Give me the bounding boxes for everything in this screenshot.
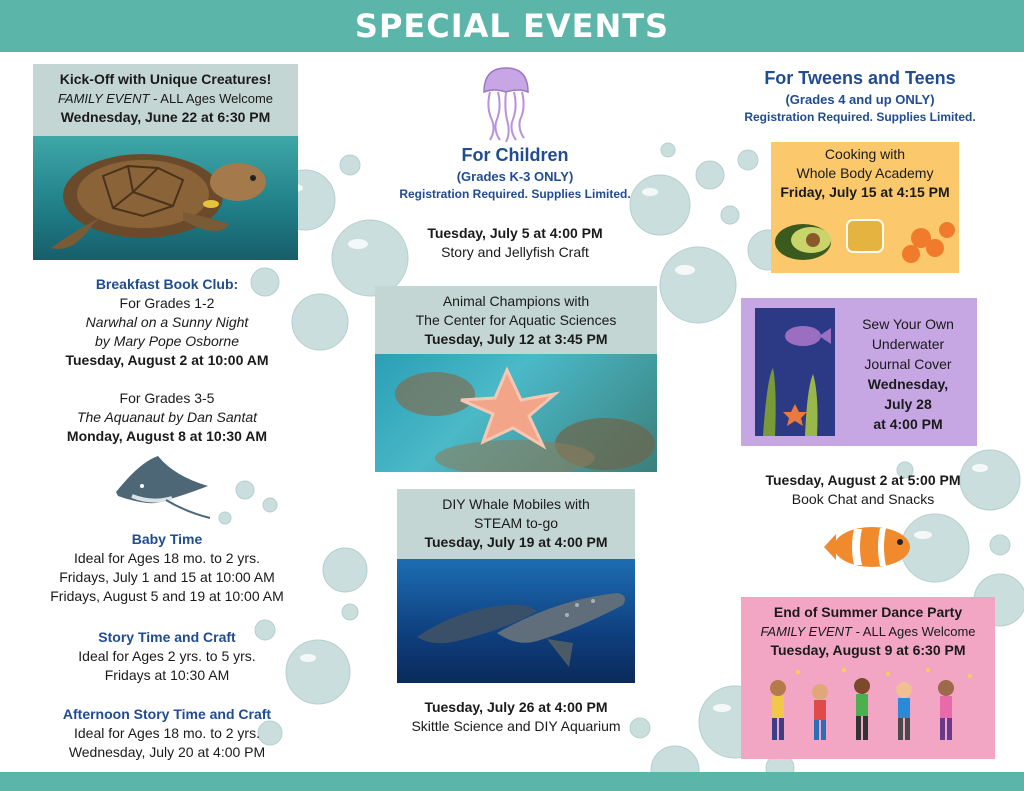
cooking-card bbox=[771, 142, 959, 273]
tweens-heading: For Tweens and Teens bbox=[764, 68, 956, 88]
for-children-note: Registration Required. Supplies Limited. bbox=[399, 187, 631, 201]
animal-line-2: The Center for Aquatic Sciences bbox=[415, 312, 617, 328]
dancing-kids-image bbox=[748, 662, 988, 750]
breakfast-book-club bbox=[33, 275, 301, 446]
stingray-icon bbox=[112, 452, 212, 524]
jellyfish-event bbox=[375, 224, 655, 262]
journal-cover-image bbox=[755, 308, 835, 436]
sew-date-3: at 4:00 PM bbox=[873, 416, 943, 432]
breakfast-author-1: by Mary Pope Osborne bbox=[95, 333, 239, 349]
dance-date: Tuesday, August 9 at 6:30 PM bbox=[770, 642, 966, 658]
afternoon-story-time bbox=[33, 705, 301, 762]
cooking-date: Friday, July 15 at 4:15 PM bbox=[780, 184, 950, 200]
baby-time-line-1: Fridays, July 1 and 15 at 10:00 AM bbox=[59, 569, 275, 585]
starfish-image bbox=[375, 354, 657, 472]
for-children-grades: (Grades K-3 ONLY) bbox=[456, 169, 574, 184]
jellyfish-icon bbox=[478, 64, 534, 142]
skittle-date: Tuesday, July 26 at 4:00 PM bbox=[424, 699, 608, 715]
story-time bbox=[33, 628, 301, 685]
baby-time-title: Baby Time bbox=[131, 531, 203, 547]
jellyfish-desc: Story and Jellyfish Craft bbox=[441, 244, 589, 260]
tweens-note: Registration Required. Supplies Limited. bbox=[744, 110, 976, 124]
animal-date: Tuesday, July 12 at 3:45 PM bbox=[424, 331, 608, 347]
whale-mobiles-card bbox=[397, 489, 635, 559]
for-children-heading: For Children bbox=[461, 145, 569, 165]
breakfast-date-2: Monday, August 8 at 10:30 AM bbox=[66, 428, 268, 444]
kickoff-card bbox=[33, 64, 298, 136]
story-time-title: Story Time and Craft bbox=[98, 629, 236, 645]
book-chat-desc: Book Chat and Snacks bbox=[791, 491, 935, 507]
breakfast-book-1: Narwhal on a Sunny Night bbox=[85, 314, 249, 330]
kickoff-title: Kick-Off with Unique Creatures! bbox=[59, 71, 272, 87]
sea-turtle-image bbox=[33, 136, 298, 260]
afternoon-ages: Ideal for Ages 18 mo. to 2 yrs. bbox=[74, 725, 260, 741]
animal-line-1: Animal Champions with bbox=[442, 293, 590, 309]
sew-line-2: Underwater bbox=[871, 336, 945, 352]
sew-line-1: Sew Your Own bbox=[862, 316, 954, 332]
page-header bbox=[0, 0, 1024, 52]
page-footer bbox=[0, 772, 1024, 791]
cooking-line-2: Whole Body Academy bbox=[796, 165, 934, 181]
tweens-header bbox=[722, 66, 998, 125]
baby-time-ages: Ideal for Ages 18 mo. to 2 yrs. bbox=[74, 550, 260, 566]
cooking-line-1: Cooking with bbox=[824, 146, 906, 162]
kickoff-date: Wednesday, June 22 at 6:30 PM bbox=[60, 109, 271, 125]
jellyfish-date: Tuesday, July 5 at 4:00 PM bbox=[427, 225, 603, 241]
all-ages-label: - ALL Ages Welcome bbox=[851, 624, 976, 639]
skittle-event bbox=[375, 698, 657, 736]
story-time-when: Fridays at 10:30 AM bbox=[104, 667, 230, 683]
whale-date: Tuesday, July 19 at 4:00 PM bbox=[424, 534, 608, 550]
breakfast-book-2: The Aquanaut by Dan Santat bbox=[76, 409, 258, 425]
dance-title: End of Summer Dance Party bbox=[773, 604, 963, 620]
kickoff-family-line bbox=[37, 89, 294, 108]
dance-family-line bbox=[745, 622, 991, 641]
afternoon-when: Wednesday, July 20 at 4:00 PM bbox=[68, 744, 266, 760]
breakfast-title: Breakfast Book Club: bbox=[95, 276, 239, 292]
skittle-desc: Skittle Science and DIY Aquarium bbox=[411, 718, 621, 734]
cooking-food-image bbox=[771, 202, 959, 272]
whale-line-2: STEAM to-go bbox=[473, 515, 559, 531]
sew-text bbox=[847, 314, 969, 434]
breakfast-grades-1-2: For Grades 1-2 bbox=[119, 295, 215, 311]
page-title: SPECIAL EVENTS bbox=[354, 7, 670, 45]
all-ages-label: - ALL Ages Welcome bbox=[149, 91, 274, 106]
breakfast-grades-3-5: For Grades 3-5 bbox=[119, 390, 215, 406]
for-children-header bbox=[375, 143, 655, 202]
sew-date-1: Wednesday, bbox=[867, 376, 949, 392]
book-chat-date: Tuesday, August 2 at 5:00 PM bbox=[765, 472, 961, 488]
sew-line-3: Journal Cover bbox=[864, 356, 952, 372]
story-time-ages: Ideal for Ages 2 yrs. to 5 yrs. bbox=[78, 648, 256, 664]
clownfish-icon bbox=[822, 522, 914, 572]
family-event-label: FAMILY EVENT bbox=[760, 624, 852, 639]
animal-champions-card bbox=[375, 286, 657, 354]
family-event-label: FAMILY EVENT bbox=[57, 91, 150, 106]
book-chat-event bbox=[722, 471, 1004, 509]
tweens-grades: (Grades 4 and up ONLY) bbox=[785, 92, 935, 107]
breakfast-date-1: Tuesday, August 2 at 10:00 AM bbox=[65, 352, 269, 368]
whale-line-1: DIY Whale Mobiles with bbox=[442, 496, 590, 512]
sew-card bbox=[741, 298, 977, 446]
sew-date-2: July 28 bbox=[884, 396, 932, 412]
afternoon-title: Afternoon Story Time and Craft bbox=[62, 706, 272, 722]
dance-party-card bbox=[741, 597, 995, 759]
whales-image bbox=[397, 559, 635, 683]
baby-time bbox=[33, 530, 301, 606]
baby-time-line-2: Fridays, August 5 and 19 at 10:00 AM bbox=[50, 588, 284, 604]
